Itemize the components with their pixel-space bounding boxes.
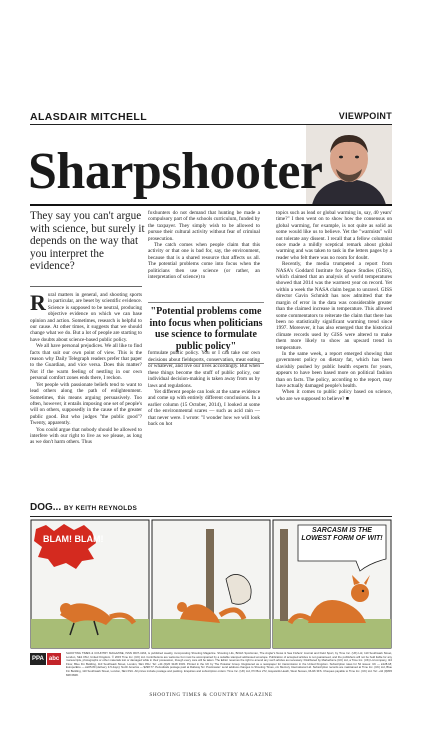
standfirst: They say you can't argue with science, but surely it depends on the way that you interpret the evidence?	[30, 210, 145, 273]
drop-cap: R	[30, 290, 46, 315]
comic-title: DOG... BY KEITH REYNOLDS	[30, 502, 138, 513]
page-footer: SHOOTING TIMES & COUNTRY MAGAZINE	[149, 692, 273, 698]
article-paragraph: topics such as lead or global warming in, say, 40 years' time?" I then went on to show how the consensus on global warming, for example, is not quite as solid as some would like us to believe. Yet the "warmists" will not tolerate any dissent. I recall that a fellow columnist once made a mildly sceptical remark about global warming and was taken to task in the letters pages by a reader who felt there was no room for doubt.	[276, 210, 392, 261]
pull-quote	[148, 302, 264, 364]
comic-bubble-2: SARCASM IS THE LOWEST FORM OF WIT!	[301, 527, 383, 542]
comic-bubble-1: BLAM! BLAM!	[43, 534, 104, 544]
standfirst-rule	[30, 286, 142, 287]
section-label: VIEWPOINT	[338, 111, 392, 121]
masthead-rule	[30, 204, 392, 206]
article-paragraph: Yet different people can look at the same evidence and come up with entirely different conclusions. In a earlier column (15 October, 2014), I looked at some of the environmental scares — such as acid rain — that never were. I wrote: "I wonder how we will look back on hot	[148, 388, 260, 427]
comic-strip	[30, 519, 392, 649]
article-paragraph: We all have personal prejudices. We all like to find facts that suit our own point of view. This is the reason why Daily Telegraph readers prefer that paper to the Guardian, and vice versa. Does this matter? Not if the warm feeling of nestling in our own personal comfort zones ends there, I reckon.	[30, 343, 142, 382]
author-name: ALASDAIR MITCHELL	[30, 111, 148, 123]
publisher-logos	[30, 653, 61, 665]
comic-panel-2	[152, 520, 270, 648]
pull-quote-text: "Potential problems come into focus when politicians use science to formulate public policy"	[149, 306, 263, 352]
article-paragraph: Yet people with passionate beliefs tend to want to lead others along the path of enlightenment. Sometimes, this means arguing persuasively. Too often, however, it entails imposing one set of people's will on others, supposedly in the cause of the greater public good. But who judges "the public good"? Twenty, apparently.	[30, 381, 142, 427]
article-paragraph: In the same week, a report emerged showing that government policy on dietary fat, which has been slavishly pushed by public health experts for years, appears to have been based more on political fashion than on facts. The policy, according to the report, may have actually damaged people's health.	[276, 350, 392, 389]
article-paragraph: The catch comes when people claim that this activity or that one is bad for, say, the environment, because that is a shared resource that affects us all. The potential problems come into focus when the politicians then use science (or rather, an interpretation of science) to	[148, 242, 260, 281]
masthead-title: Sharpshooter	[28, 143, 323, 200]
article-paragraph: formulate public policy. You or I can take our own decisions about fieldsports, conservation, meat eating or whatever, and live our lives accordingly. But when these things become the stuff of public policy, our individual decision-making is taken away from us by laws and regulations.	[148, 350, 260, 389]
article-paragraph: When it comes to public policy based on science, who are we supposed to believe? ■	[276, 389, 392, 402]
abc-logo: abc	[47, 653, 61, 665]
comic-byline: BY KEITH REYNOLDS	[63, 505, 138, 512]
article-paragraph: foxhunters do not demand that hunting be made a compulsory part of the schools curriculum, funded by the taxpayer. They simply wish to be allowed to pursue their cultural activity without fear of criminal prosecution.	[148, 210, 260, 242]
article-paragraph: Rural matters in general, and shooting sports in particular, are beset by scientific evidence. Science is supposed to be neutral, producing objective evidence on which we can base opinion and action. Sometimes, research is helpful to our cause. At other times, it suggests that we should change what we do. But a lot of people are starting to have doubts about science-based public policy.	[30, 290, 142, 343]
comic-panel-3	[273, 520, 391, 648]
ppa-logo: PPA	[30, 653, 46, 665]
comic-rule	[30, 516, 392, 517]
comic-panel-1	[31, 520, 149, 648]
comic-bubble-2-wrap	[300, 527, 384, 561]
article-column-3	[276, 210, 392, 402]
article-paragraph: Recently, the media trumpeted a report from NASA's Goddard Institute for Space Studies (GISS), which claimed that an analysis of world temperatures showed that 2014 was the warmest year on record. Yet within a week the NASA claim began to unravel. GISS director Gavin Schmidt has now admitted that the margin of error in the data was considerable greater than the claimed increase in temperature. This allowed some commentators to reiterate the claim that there has been no statistically significant warming trend since 1997. Moreover, it has also emerged that the historical climate records used by GISS were altered to make them more likely to show an upward trend in temperature.	[276, 261, 392, 351]
publisher-smallprint: SHOOTING TIMES & COUNTRY MAGAZINE, ISSN 0037-4164, is published weekly, incorporating Shooting Magazine. Shooting Life, British Sportsman, The Angler's News & Sea Fishers' Journal and Field Sport, by Time Inc. (UK) Ltd, 110 Southwark Street, London, SE1 0SU, United Kingdom. © 2015 Time Inc. (UK) Ltd. Contributions are welcome but must be accompanied by a suitable stamped addressed envelope. Publication of accepted articles is not guaranteed, and the publishers will not be held liable for any manuscripts, photographs or other materials lost or damaged while in their possession, though every care will be taken. The Editor reserves the right to amend any such articles as necessary. Distributed by Marketforce (UK) Ltd, a Time Inc. (UK) Ltd company, 3rd Floor, Blue Fin Building, 110 Southwark Street, London, SE1 0SU. Tel: +44 (0)20 3148 3333. Printed in the UK by The Polestar Group. Registered as a newspaper for transmission in the United Kingdom. Subscription rates for 52 issues: UK — £128.18; Europe/Eire — £225.80 (delivery 3-5 days); North America — $298.77. Periodicals postage paid at Rahway NJ. Postmaster: send address changes to Shooting Times, c/o Mercury International Ltd. Subscription records are maintained at Time Inc. (UK) Ltd, Blue Fin Building, 110 Southwark Street, London, SE1 0SU. All prices include postage and packing. Enquiries and subscription orders: Time Inc. (UK) Ltd, PO Box 272, Haywards Heath, West Sussex, RH16 3FS. Cheques payable to Time Inc. (UK) Ltd. Tel: +44 (0)845 848 0848.	[66, 651, 392, 677]
article-column-1	[30, 292, 142, 446]
article-paragraph: You could argue that nobody should be allowed to interfere with our right to live as we please, as long as we don't harm others. Thus	[30, 426, 142, 446]
